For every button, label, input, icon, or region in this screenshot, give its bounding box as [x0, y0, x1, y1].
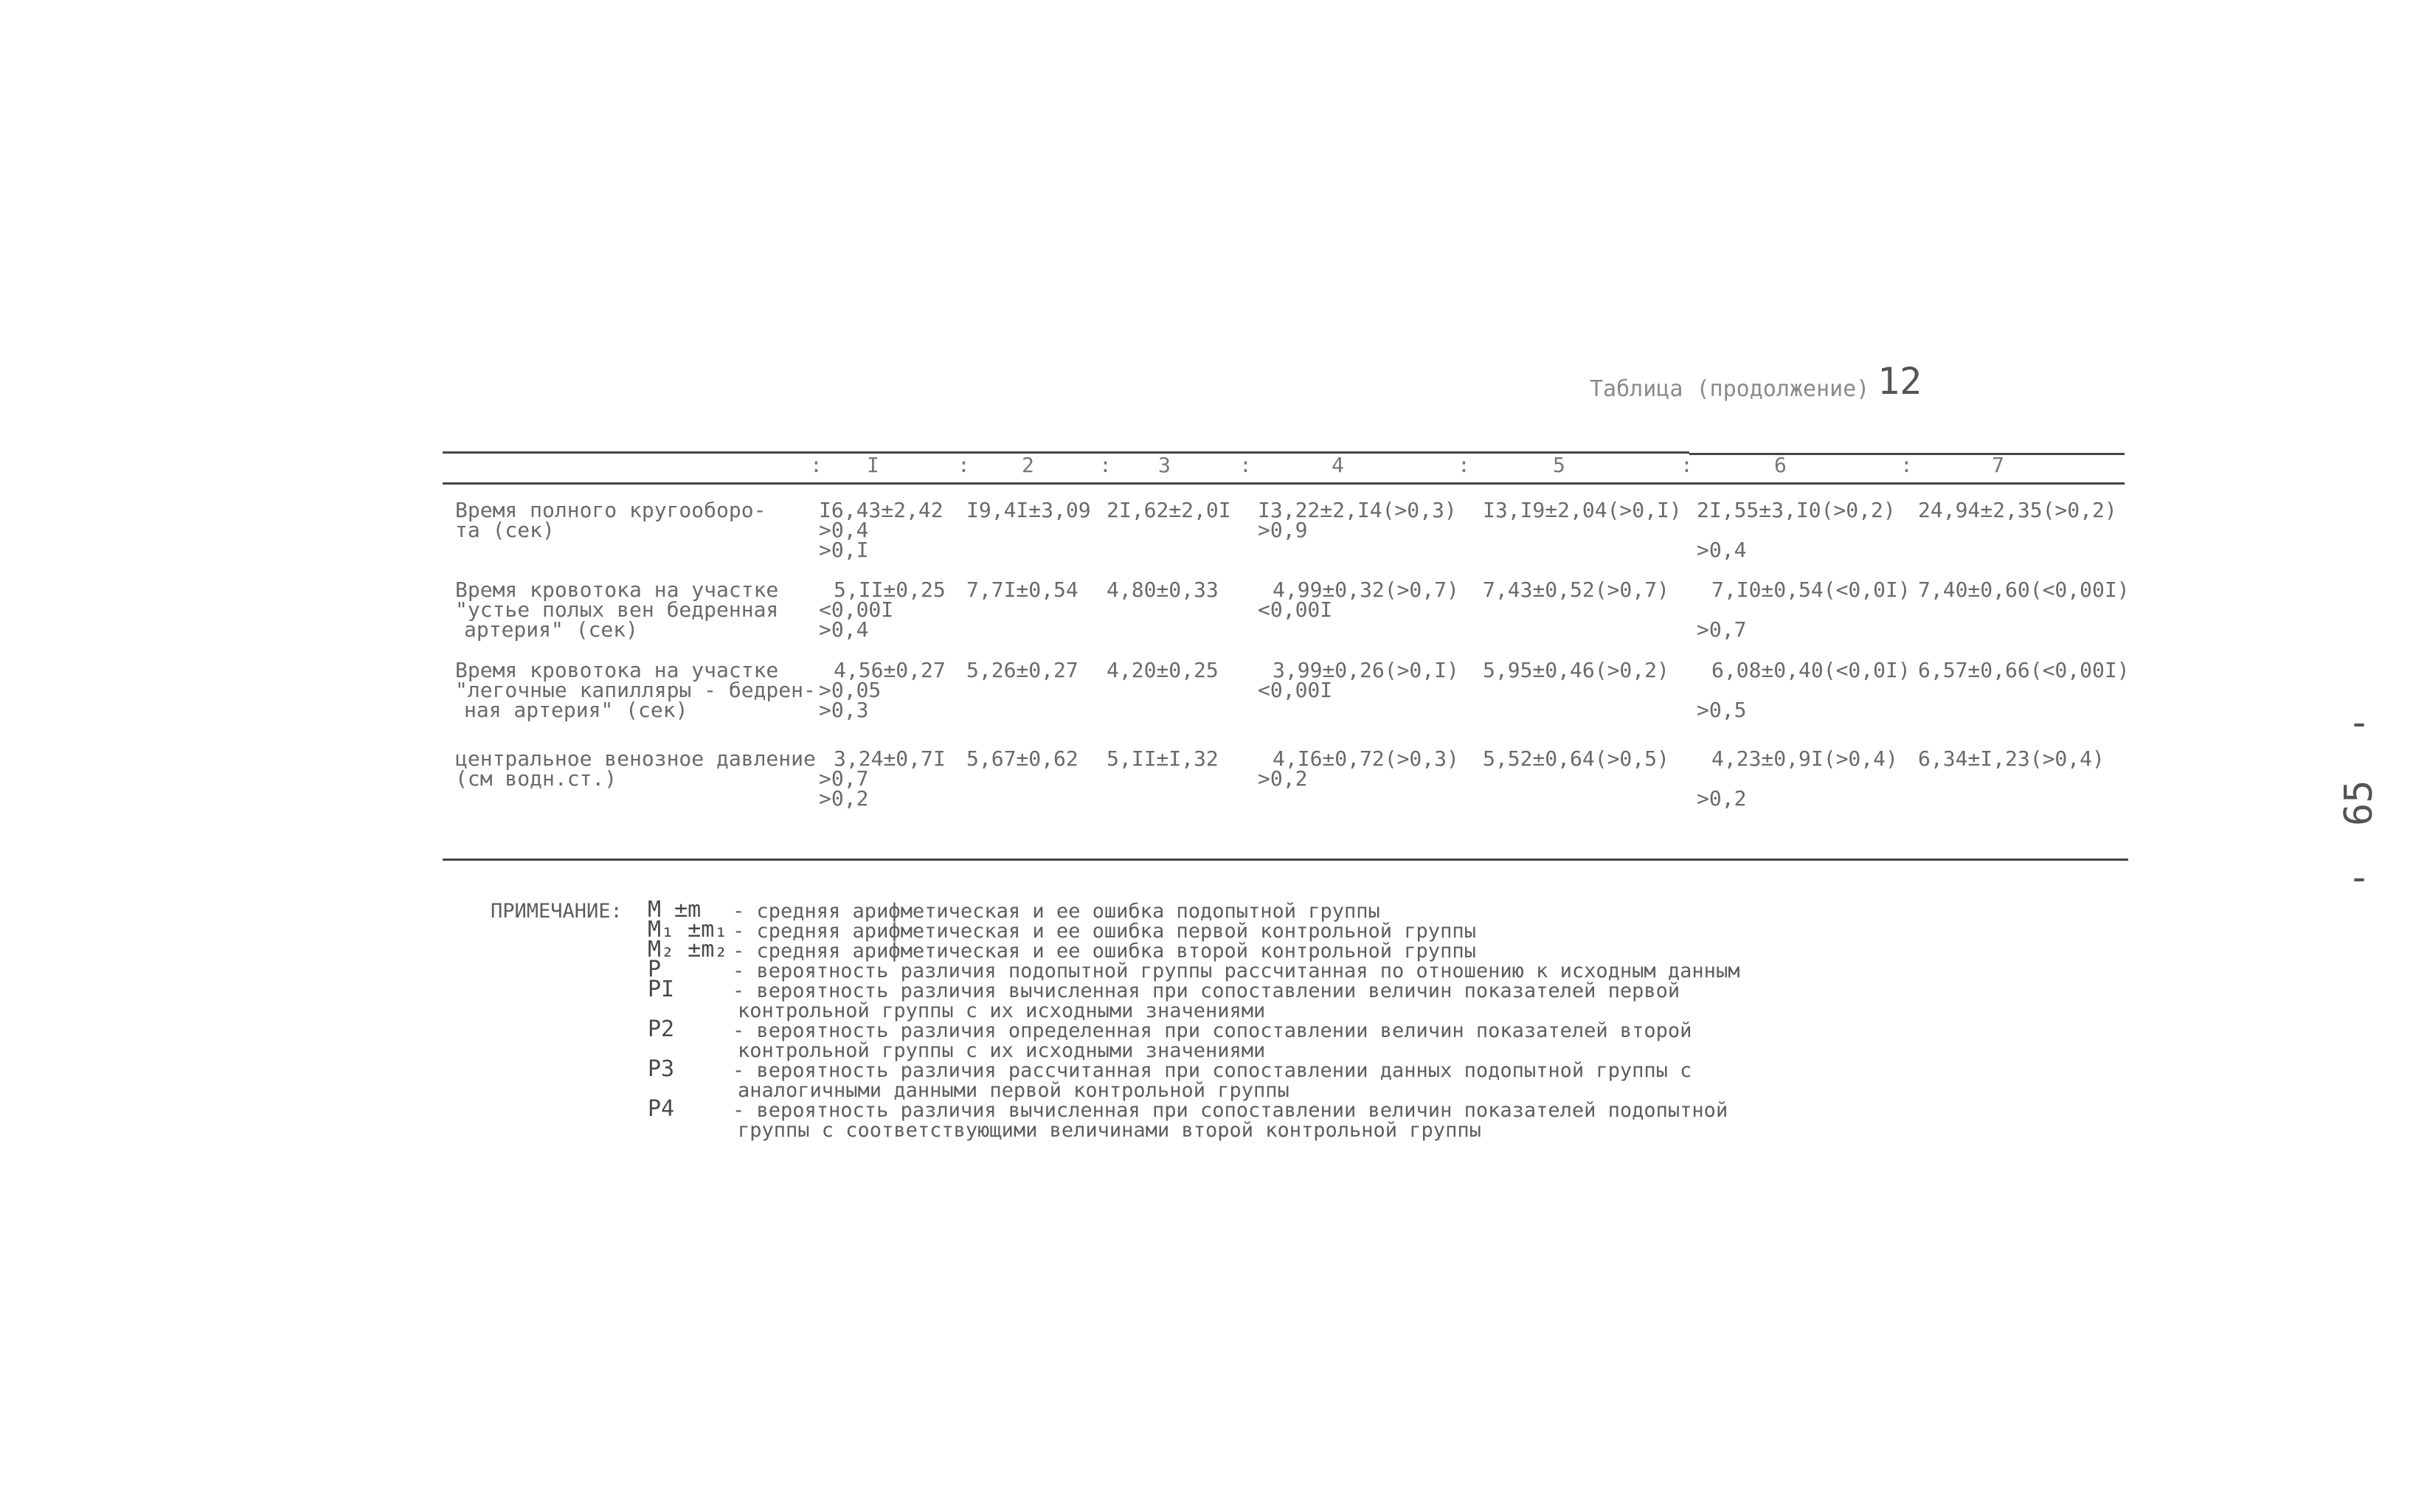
table-cell: I9,4I±3,09: [966, 498, 1091, 522]
column-header-2: 2: [1022, 453, 1034, 477]
table-cell: 4,80±0,33: [1107, 578, 1219, 602]
note-text-line: - вероятность различия подопытной группы рассчитанная по отношению к исходным данным: [733, 960, 1740, 982]
table-cell: 5,II±I,32: [1107, 746, 1219, 771]
side-dash-top: -: [2347, 701, 2371, 745]
table-cell: 3,99±0,26(>0,I): [1273, 658, 1459, 682]
column-header-6: 6: [1774, 453, 1787, 477]
table-cell: I3,I9±2,04(>0,I): [1483, 498, 1682, 522]
note-text-line: - средняя арифметическая и ее ошибка первой контрольной группы: [733, 920, 1476, 943]
note-text-line: - вероятность различия рассчитанная при сопоставлении данных подопытной группы с: [733, 1059, 1692, 1082]
row-label-line: "легочные капилляры - бедрен-: [455, 678, 816, 702]
note-text-line: контрольной группы с их исходными значениями: [738, 999, 1266, 1022]
table-cell: <0,00I: [819, 597, 894, 622]
side-page-number: [2337, 701, 2381, 915]
table-cell: 4,20±0,25: [1107, 658, 1219, 682]
note-symbol: P2: [648, 1016, 675, 1042]
note-text-line: группы с соответствующими величинами второй контрольной группы: [738, 1119, 1481, 1142]
header-separator: :: [1239, 453, 1252, 477]
column-header-5: 5: [1553, 453, 1565, 477]
table-cell: >0,2: [1697, 786, 1747, 811]
table-cell: 5,26±0,27: [966, 658, 1079, 682]
header-separator: :: [1680, 453, 1693, 477]
table-cell: >0,9: [1258, 518, 1308, 542]
table-cell: 4,I6±0,72(>0,3): [1273, 746, 1459, 771]
table-cell: >0,4: [819, 518, 869, 542]
row-label-line: та (сек): [455, 518, 555, 542]
column-header-3: 3: [1158, 453, 1171, 477]
table-cell: 2I,55±3,I0(>0,2): [1697, 498, 1896, 522]
note-text-line: - вероятность различия вычисленная при сопоставлении величин показателей подопытной: [733, 1099, 1728, 1122]
table-cell: >0,4: [819, 617, 869, 642]
note-text-line: - средняя арифметическая и ее ошибка второй контрольной группы: [733, 940, 1476, 963]
column-header-7: 7: [1992, 453, 2004, 477]
table-cell: >0,7: [1697, 617, 1747, 642]
header-separator: :: [810, 453, 823, 477]
table-cell: 5,52±0,64(>0,5): [1483, 746, 1669, 771]
table-number: 12: [1877, 360, 1922, 403]
page-number: 65: [2337, 780, 2381, 826]
header-bottom-rule: [443, 482, 2125, 485]
note-text-line: - средняя арифметическая и ее ошибка подопытной группы: [733, 900, 1380, 923]
header-separator: :: [1900, 453, 1913, 477]
row-label-line: (см водн.ст.): [455, 766, 617, 791]
table-bottom-rule: [443, 859, 2128, 861]
table-cell: >0,5: [1697, 698, 1747, 722]
note-symbol: M ±m: [648, 897, 702, 923]
table-cell: >0,4: [1697, 538, 1747, 562]
table-cell: 4,56±0,27: [834, 658, 946, 682]
header-separator: :: [1099, 453, 1112, 477]
note-symbol: P4: [648, 1096, 675, 1122]
table-cell: 6,34±I,23(>0,4): [1918, 746, 2105, 771]
table-cell: 6,08±0,40(<0,0I): [1711, 658, 1911, 682]
table-cell: 5,II±0,25: [834, 578, 946, 602]
notes-heading: ПРИМЕЧАНИЕ:: [491, 900, 623, 923]
note-text-line: - вероятность различия определенная при сопоставлении величин показателей второй: [733, 1019, 1692, 1042]
table-cell: >0,7: [819, 766, 869, 791]
table-cell: 3,24±0,7I: [834, 746, 946, 771]
table-cell: 5,67±0,62: [966, 746, 1079, 771]
row-label-line: артерия" (сек): [464, 617, 639, 642]
note-symbol: P: [648, 957, 662, 982]
side-dash-bottom: -: [2347, 856, 2371, 900]
table-cell: <0,00I: [1258, 597, 1333, 622]
table-cell: I3,22±2,I4(>0,3): [1258, 498, 1457, 522]
table-cell: 7,I0±0,54(<0,0I): [1711, 578, 1911, 602]
table-cell: 7,43±0,52(>0,7): [1483, 578, 1669, 602]
note-symbol: P3: [648, 1056, 675, 1082]
row-label-line: Время кровотока на участке: [455, 578, 779, 602]
note-text-line: контрольной группы с их исходными значениями: [738, 1039, 1266, 1062]
table-cell: >0,3: [819, 698, 869, 722]
table-cell: I6,43±2,42: [819, 498, 944, 522]
header-separator: :: [1458, 453, 1470, 477]
note-symbol: PI: [648, 977, 675, 1002]
table-cell: 7,40±0,60(<0,00I): [1918, 578, 2130, 602]
table-cell: <0,00I: [1258, 678, 1333, 702]
table-cell: 5,95±0,46(>0,2): [1483, 658, 1669, 682]
row-label-line: центральное венозное давление: [455, 746, 816, 771]
column-header-4: 4: [1332, 453, 1344, 477]
row-label-line: Время полного кругооборо-: [455, 498, 766, 522]
table-cell: 7,7I±0,54: [966, 578, 1079, 602]
note-symbol: M₂ ±m₂: [648, 937, 728, 963]
table-cell: 6,57±0,66(<0,00I): [1918, 658, 2130, 682]
table-cell: >0,05: [819, 678, 882, 702]
row-label-line: Время кровотока на участке: [455, 658, 779, 682]
table-cell: 4,99±0,32(>0,7): [1273, 578, 1459, 602]
row-label-line: ная артерия" (сек): [464, 698, 688, 722]
table-cell: 4,23±0,9I(>0,4): [1711, 746, 1898, 771]
header-separator: :: [958, 453, 970, 477]
note-text-line: аналогичными данными первой контрольной группы: [738, 1079, 1289, 1102]
row-label-line: "устье полых вен бедренная: [455, 597, 779, 622]
table-cell: >0,I: [819, 538, 869, 562]
note-text-line: - вероятность различия вычисленная при сопоставлении величин показателей первой: [733, 979, 1680, 1002]
table-cell: 24,94±2,35(>0,2): [1918, 498, 2117, 522]
table-cell: 2I,62±2,0I: [1107, 498, 1231, 522]
column-header-1: I: [867, 453, 879, 477]
table-cell: >0,2: [1258, 766, 1308, 791]
note-symbol: M₁ ±m₁: [648, 917, 728, 943]
table-cell: >0,2: [819, 786, 869, 811]
table-caption: Таблица (продолжение): [1590, 376, 1870, 402]
table-top-rule: [443, 451, 1689, 454]
